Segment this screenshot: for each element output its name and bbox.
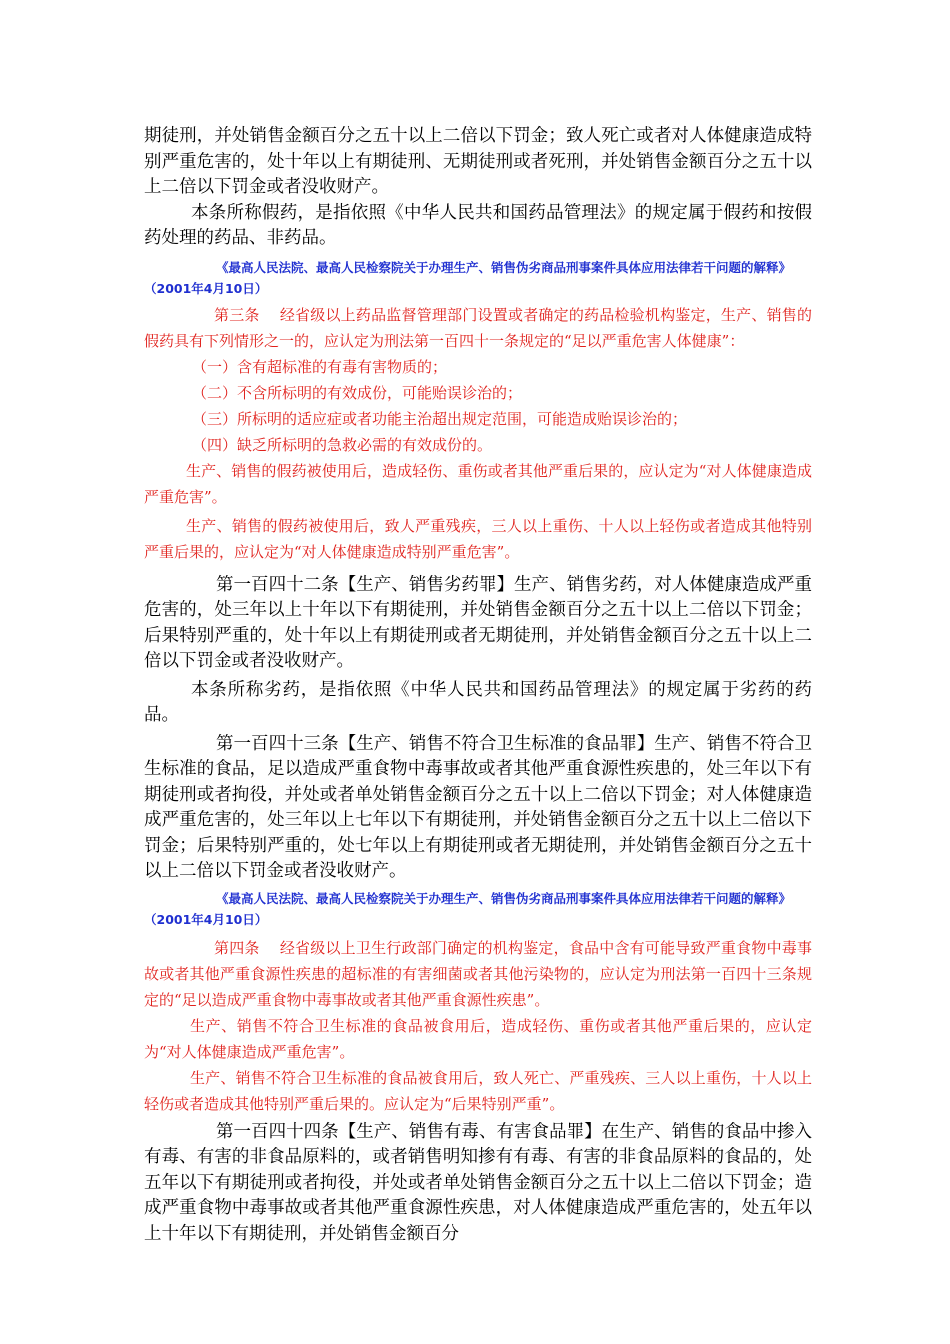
interpretation-paragraph: 生产、销售不符合卫生标准的食品被食用后，致人死亡、严重残疾、三人以上重伤，十人以上轻伤或者造成其他特别严重后果的。应认定为“后果特别严重”。	[144, 1068, 812, 1113]
interpretation-article-4: 第四条 经省级以上卫生行政部门确定的机构鉴定，食品中含有可能导致严重食物中毒事故或者其他严重食源性疾患的超标准的有害细菌或者其他污染物的，应认定为刑法第一百四十三条规定的“足以造成严重食物中毒事故或者其他严重食源性疾患”。	[144, 938, 812, 1009]
interpretation-paragraph: 生产、销售不符合卫生标准的食品被食用后，造成轻伤、重伤或者其他严重后果的，应认定为“对人体健康造成严重危害”。	[144, 1016, 812, 1061]
list-item: （二）不含所标明的有效成份，可能贻误诊治的；	[192, 383, 523, 402]
article-142: 第一百四十二条【生产、销售劣药罪】生产、销售劣药，对人体健康造成严重危害的，处三年以上十年以下有期徒刑，并处销售金额百分之五十以上二倍以下罚金；后果特别严重的，处十年以上有期徒刑或者无期徒刑，并处销售金额百分之五十以上二倍以下罚金或者没收财产。	[144, 574, 812, 671]
list-item: （三）所标明的适应症或者功能主治超出规定范围，可能造成贻误诊治的；	[192, 409, 688, 428]
paragraph-fake-drug-definition: 本条所称假药，是指依照《中华人民共和国药品管理法》的规定属于假药和按假药处理的药品、非药品。	[144, 202, 812, 248]
paragraph-art141-continued: 期徒刑，并处销售金额百分之五十以上二倍以下罚金；致人死亡或者对人体健康造成特别严重危害的，处十年以上有期徒刑、无期徒刑或者死刑，并处销售金额百分之五十以上二倍以下罚金或者没收财产。	[144, 126, 812, 197]
paragraph-inferior-drug-definition: 本条所称劣药，是指依照《中华人民共和国药品管理法》的规定属于劣药的药品。	[144, 679, 812, 725]
article-144: 第一百四十四条【生产、销售有毒、有害食品罪】在生产、销售的食品中掺入有毒、有害的非食品原料的，或者销售明知掺有有毒、有害的非食品原料的食品的，处五年以下有期徒刑或者拘役，并处或者单处销售金额百分之五十以上二倍以下罚金；造成严重食物中毒事故或者其他严重食源性疾患，对人体健康造成严重危害的，处五年以上十年以下有期徒刑，并处销售金额百分	[144, 1121, 812, 1244]
interpretation-title-1: 《最高人民法院、最高人民检察院关于办理生产、销售伪劣商品刑事案件具体应用法律若干问题的解释》（2001年4月10日）	[144, 259, 792, 296]
interpretation-title-2: 《最高人民法院、最高人民检察院关于办理生产、销售伪劣商品刑事案件具体应用法律若干问题的解释》（2001年4月10日）	[144, 890, 792, 927]
document-body	[144, 124, 812, 1247]
interpretation-article-3: 第三条 经省级以上药品监督管理部门设置或者确定的药品检验机构鉴定，生产、销售的假药具有下列情形之一的，应认定为刑法第一百四十一条规定的“足以严重危害人体健康”：	[144, 305, 812, 350]
list-item: （一）含有超标准的有毒有害物质的；	[192, 357, 448, 376]
interpretation-paragraph: 生产、销售的假药被使用后，致人严重残疾，三人以上重伤、十人以上轻伤或者造成其他特别严重后果的，应认定为“对人体健康造成特别严重危害”。	[144, 516, 812, 561]
interpretation-paragraph: 生产、销售的假药被使用后，造成轻伤、重伤或者其他严重后果的，应认定为“对人体健康造成严重危害”。	[144, 461, 812, 506]
article-143: 第一百四十三条【生产、销售不符合卫生标准的食品罪】生产、销售不符合卫生标准的食品，足以造成严重食物中毒事故或者其他严重食源性疾患的，处三年以下有期徒刑或者拘役，并处或者单处销售金额百分之五十以上二倍以下罚金；对人体健康造成严重危害的，处三年以上七年以下有期徒刑，并处销售金额百分之五十以上二倍以下罚金；后果特别严重的，处七年以上有期徒刑或者无期徒刑，并处销售金额百分之五十以上二倍以下罚金或者没收财产。	[144, 733, 812, 881]
list-item: （四）缺乏所标明的急救必需的有效成份的。	[192, 435, 493, 454]
